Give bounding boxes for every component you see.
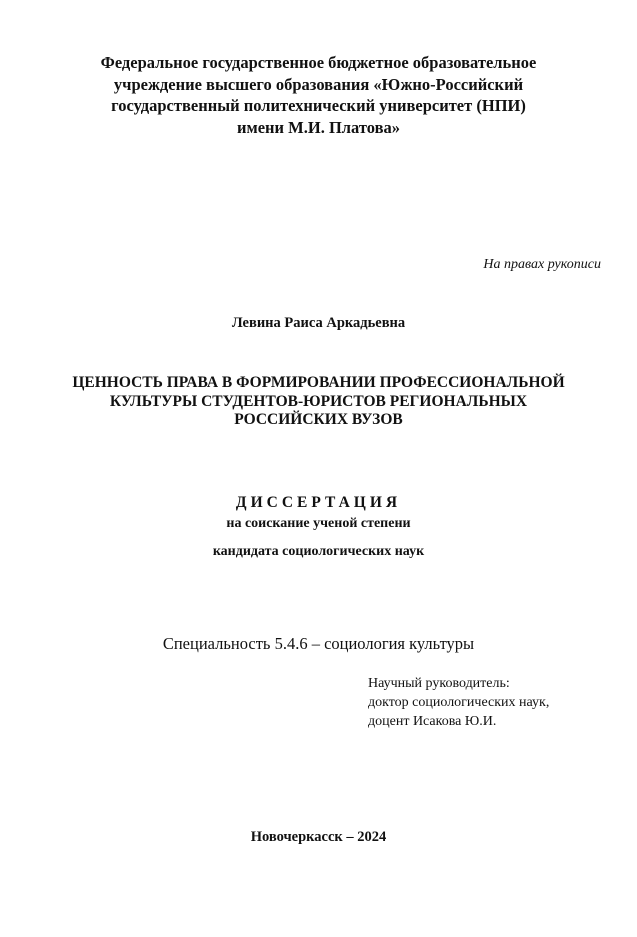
institution-line: учреждение высшего образования «Южно-Российский	[113, 74, 524, 94]
institution-line: Федеральное государственное бюджетное образовательное	[100, 53, 537, 72]
supervisor-line: доцент Исакова Ю.И.	[368, 714, 497, 729]
degree-line-1: на соискание ученой степени	[226, 516, 411, 531]
thesis-title-line: РОССИЙСКИХ ВУЗОВ	[234, 411, 403, 428]
institution-line: государственный политехнический университет (НПИ)	[111, 96, 526, 115]
thesis-title	[40, 374, 597, 430]
author-name: Левина Раиса Аркадьевна	[231, 315, 406, 331]
degree-line-2: кандидата социологических наук	[212, 544, 425, 559]
specialty-line: Специальность 5.4.6 – социология культуры	[162, 634, 475, 653]
thesis-title-line: КУЛЬТУРЫ СТУДЕНТОВ-ЮРИСТОВ РЕГИОНАЛЬНЫХ	[109, 392, 528, 410]
institution-header	[60, 52, 577, 138]
city-year: Новочеркасск – 2024	[250, 829, 387, 845]
dissertation-heading: ДИССЕРТАЦИЯ	[235, 494, 402, 511]
supervisor-block	[368, 674, 549, 731]
institution-line: имени М.И. Платова»	[236, 117, 401, 137]
supervisor-line: доктор социологических наук,	[368, 695, 550, 710]
thesis-title-line: ЦЕННОСТЬ ПРАВА В ФОРМИРОВАНИИ ПРОФЕССИОНАЛЬНОЙ	[72, 374, 565, 391]
supervisor-line: Научный руководитель:	[368, 676, 510, 691]
manuscript-rights-note: На правах рукописи	[483, 257, 601, 272]
